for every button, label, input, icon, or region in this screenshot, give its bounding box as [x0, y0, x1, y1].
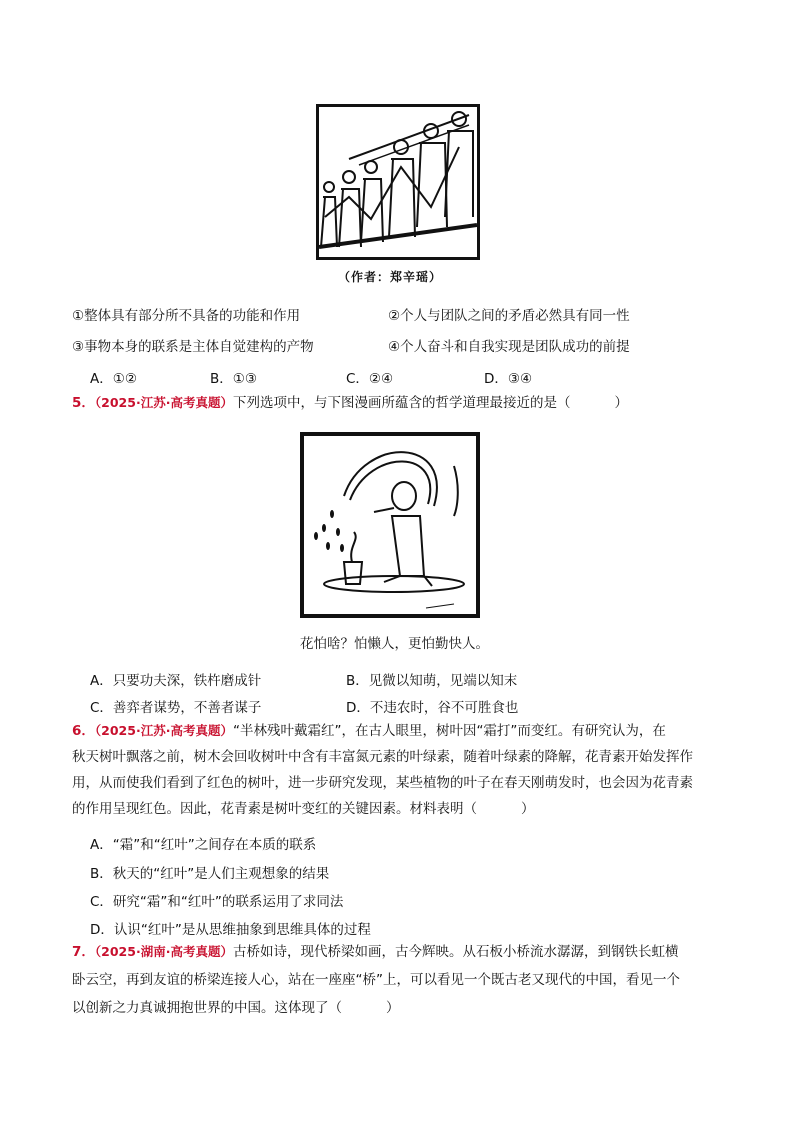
q6-choice-b: B．秋天的“红叶”是人们主观想象的结果	[90, 866, 330, 882]
q5-choice-d: D．不违农时，谷不可胜食也	[346, 700, 519, 716]
q6-line-3: 用，从而使我们看到了红色的树叶，进一步研究发现，某些植物的叶子在春天刚萌发时，也会因为花青素	[72, 775, 693, 791]
q6-choice-d: D．认识“红叶”是从思维抽象到思维具体的过程	[90, 922, 371, 938]
q7-text-3: 以创新之力真诚拥抱世界的中国。这体现了（	[72, 1000, 342, 1016]
q6-stem-end: ）	[521, 801, 535, 817]
q7-source: （2025·湖南·高考真题）	[94, 944, 233, 959]
q4-choice-d: D．③④	[484, 371, 533, 387]
q5-stem-text: 下列选项中，与下图漫画所蕴含的哲学道理最接近的是（	[232, 395, 571, 411]
q5-stem-end: ）	[614, 395, 628, 411]
q7-number: 7．	[72, 944, 95, 960]
q5-source: （2025·江苏·高考真题）	[94, 395, 233, 410]
q5-cartoon-caption: 花怕啥？怕懒人，更怕勤快人。	[300, 636, 489, 652]
q6-choice-a: A．“霜”和“红叶”之间存在本质的联系	[90, 837, 317, 853]
q7-line-1	[72, 939, 678, 965]
watering-cartoon-drawing	[304, 436, 476, 614]
q7-line-3	[72, 995, 400, 1021]
cartoon1-caption: （作者：郑辛瑶）	[338, 270, 443, 284]
q5-choice-c: C．善弈者谋势，不善者谋子	[90, 700, 262, 716]
cartoon-watering-image	[300, 432, 480, 618]
q5-number: 5．	[72, 395, 95, 411]
q5-choice-b: B．见微以知萌，见端以知末	[346, 673, 518, 689]
q6-text-1: “半林残叶戴霜红”，在古人眼里，树叶因“霜打”而变红。有研究认为，在	[232, 723, 666, 739]
q4-choice-b: B．①③	[210, 371, 257, 387]
q7-line-2: 卧云空，再到友谊的桥梁连接人心，站在一座座“桥”上，可以看见一个既古老又现代的中国，看见一个	[72, 972, 680, 988]
q6-source: （2025·江苏·高考真题）	[94, 723, 233, 738]
cartoon-team-image	[316, 104, 480, 260]
q6-choice-c: C．研究“霜”和“红叶”的联系运用了求同法	[90, 894, 344, 910]
q7-stem-end: ）	[386, 1000, 400, 1016]
q6-line-2: 秋天树叶飘落之前，树木会回收树叶中含有丰富氮元素的叶绿素，随着叶绿素的降解，花青素开始发挥作	[72, 749, 693, 765]
team-cartoon-drawing	[319, 107, 477, 257]
q5-stem	[72, 390, 628, 416]
q4-choice-c: C．②④	[346, 371, 394, 387]
q5-choice-a: A．只要功夫深，铁杵磨成针	[90, 673, 262, 689]
q7-text-1: 古桥如诗，现代桥梁如画，古今辉映。从石板小桥流水潺潺，到钢铁长虹横	[232, 944, 679, 960]
q4-statement-3: ③事物本身的联系是主体自觉建构的产物	[72, 339, 314, 355]
q4-statement-1: ①整体具有部分所不具备的功能和作用	[72, 308, 301, 324]
q4-choice-a: A．①②	[90, 371, 137, 387]
q6-line-1	[72, 718, 666, 744]
q6-number: 6．	[72, 723, 95, 739]
q6-text-4: 的作用呈现红色。因此，花青素是树叶变红的关键因素。材料表明（	[72, 801, 477, 817]
q4-statement-2: ②个人与团队之间的矛盾必然具有同一性	[388, 308, 630, 324]
q4-statement-4: ④个人奋斗和自我实现是团队成功的前提	[388, 339, 630, 355]
q6-line-4	[72, 796, 535, 822]
